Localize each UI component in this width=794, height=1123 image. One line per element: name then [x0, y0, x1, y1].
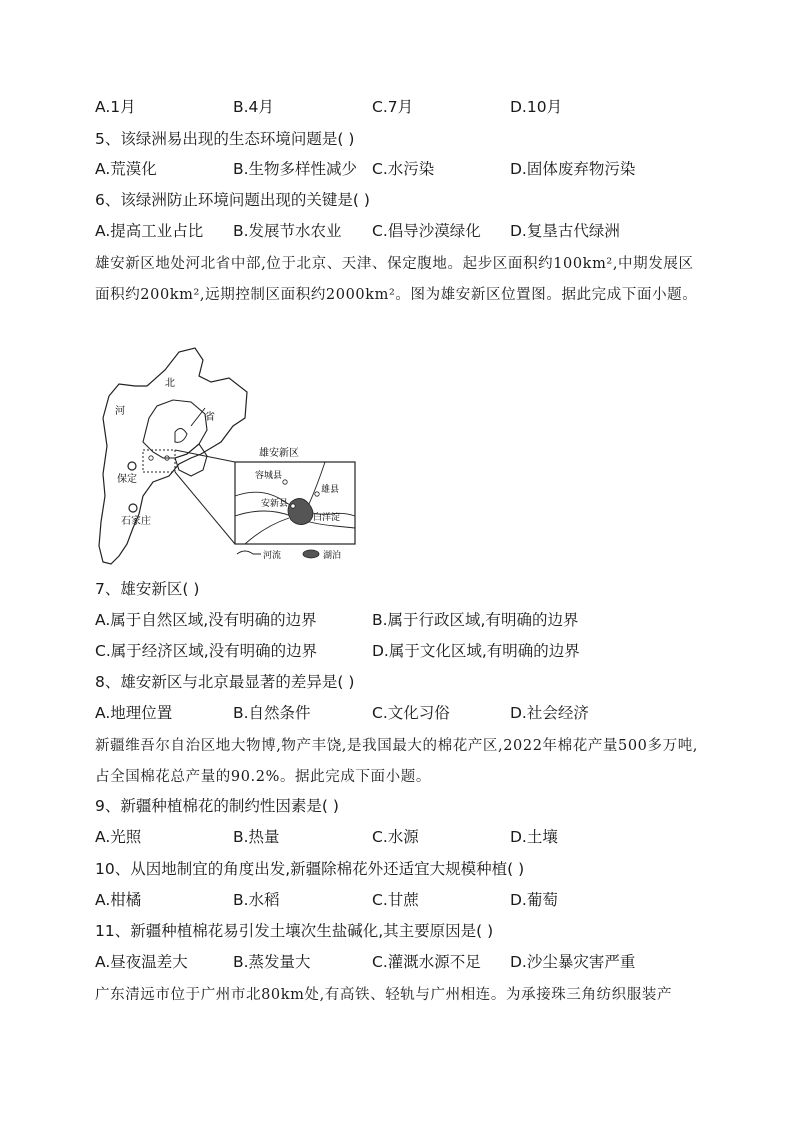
option-c[interactable]: C.文化习俗	[372, 704, 450, 722]
option-d[interactable]: D.社会经济	[510, 704, 589, 722]
q9-options	[95, 826, 715, 848]
option-b[interactable]: B.水稻	[233, 891, 280, 909]
q10-options	[95, 889, 715, 911]
option-c[interactable]: C.7月	[372, 98, 414, 116]
option-a[interactable]: A.1月	[95, 98, 136, 116]
q7-options-row1	[95, 609, 715, 631]
option-a[interactable]: A.荒漠化	[95, 160, 157, 178]
shijiazhuang-label: 石家庄	[121, 516, 151, 527]
passage-xiongan: 雄安新区地处河北省中部,位于北京、天津、保定腹地。起步区面积约100km²,中期发展区面积约200km²,远期控制区面积约2000km²。图为雄安新区位置图。据此完成下面小题。	[95, 256, 698, 303]
passage-xinjiang: 新疆维吾尔自治区地大物博,物产丰饶,是我国最大的棉花产区,2022年棉花产量500多万吨,占全国棉花总产量的90.2%。据此完成下面小题。	[95, 738, 699, 785]
xiongxian-label: 雄县	[321, 485, 340, 495]
option-b[interactable]: B.属于行政区域,有明确的边界	[372, 611, 579, 629]
beijing-boundary	[143, 400, 207, 458]
q7-options-row2	[95, 640, 715, 662]
legend-river-label: 河流	[263, 551, 282, 561]
option-c[interactable]: C.水污染	[372, 160, 435, 178]
q6-stem: 6、该绿洲防止环境问题出现的关键是( )	[95, 191, 370, 209]
option-c[interactable]: C.水源	[372, 828, 419, 846]
option-d[interactable]: D.10月	[510, 98, 563, 116]
q4-options	[95, 96, 715, 118]
option-d[interactable]: D.土壤	[510, 828, 558, 846]
option-b[interactable]: B.生物多样性减少	[233, 160, 358, 178]
legend-lake-icon	[303, 550, 319, 558]
option-b[interactable]: B.蒸发量大	[233, 953, 311, 971]
option-c[interactable]: C.灌溉水源不足	[372, 953, 481, 971]
inset-title: 雄安新区	[259, 448, 299, 459]
rongcheng-label: 容城县	[255, 471, 283, 481]
legend-lake-label: 湖泊	[323, 551, 342, 561]
q8-options	[95, 702, 715, 724]
option-b[interactable]: B.自然条件	[233, 704, 311, 722]
xiongan-location-map	[95, 346, 365, 570]
lake-outline	[175, 428, 187, 442]
option-a[interactable]: A.柑橘	[95, 891, 142, 909]
q9-stem: 9、新疆种植棉花的制约性因素是( )	[95, 797, 339, 815]
option-a[interactable]: A.地理位置	[95, 704, 173, 722]
q5-options	[95, 158, 715, 180]
q10-stem: 10、从因地制宜的角度出发,新疆除棉花外还适宜大规模种植( )	[95, 860, 525, 878]
q11-stem: 11、新疆种植棉花易引发土壤次生盐碱化,其主要原因是( )	[95, 922, 494, 940]
option-b[interactable]: B.发展节水农业	[233, 222, 342, 240]
option-c[interactable]: C.甘蔗	[372, 891, 419, 909]
baoding-label: 保定	[117, 474, 137, 485]
option-a[interactable]: A.提高工业占比	[95, 222, 204, 240]
option-d[interactable]: D.属于文化区域,有明确的边界	[372, 642, 580, 660]
baoding-marker	[128, 462, 136, 470]
shijiazhuang-marker	[129, 504, 137, 512]
option-d[interactable]: D.固体废弃物污染	[510, 160, 636, 178]
q7-stem: 7、雄安新区( )	[95, 580, 200, 598]
option-a[interactable]: A.属于自然区域,没有明确的边界	[95, 611, 317, 629]
province-label-he: 河	[115, 406, 125, 417]
q5-stem: 5、该绿洲易出现的生态环境问题是( )	[95, 130, 355, 148]
option-b[interactable]: B.热量	[233, 828, 280, 846]
province-label-sheng: 省	[205, 412, 215, 423]
q11-options	[95, 951, 715, 973]
option-c[interactable]: C.属于经济区域,没有明确的边界	[95, 642, 318, 660]
option-c[interactable]: C.倡导沙漠绿化	[372, 222, 481, 240]
q6-options	[95, 220, 715, 242]
province-label-bei: 北	[165, 378, 175, 389]
river-line	[191, 408, 205, 426]
passage-qingyuan: 广东清远市位于广州市北80km处,有高铁、轻轨与广州相连。为承接珠三角纺织服装产	[95, 987, 673, 1003]
option-d[interactable]: D.沙尘暴灾害严重	[510, 953, 636, 971]
option-a[interactable]: A.昼夜温差大	[95, 953, 188, 971]
xiongan-dashed-box	[143, 450, 175, 472]
option-b[interactable]: B.4月	[233, 98, 274, 116]
q8-stem: 8、雄安新区与北京最显著的差异是( )	[95, 673, 355, 691]
legend-river-icon	[237, 551, 261, 554]
option-a[interactable]: A.光照	[95, 828, 142, 846]
baiyangdian-label: 白洋淀	[313, 513, 341, 523]
option-d[interactable]: D.复垦古代绿洲	[510, 222, 620, 240]
tianjin-boundary	[175, 444, 207, 476]
option-d[interactable]: D.葡萄	[510, 891, 558, 909]
anxin-label: 安新县	[261, 499, 289, 509]
